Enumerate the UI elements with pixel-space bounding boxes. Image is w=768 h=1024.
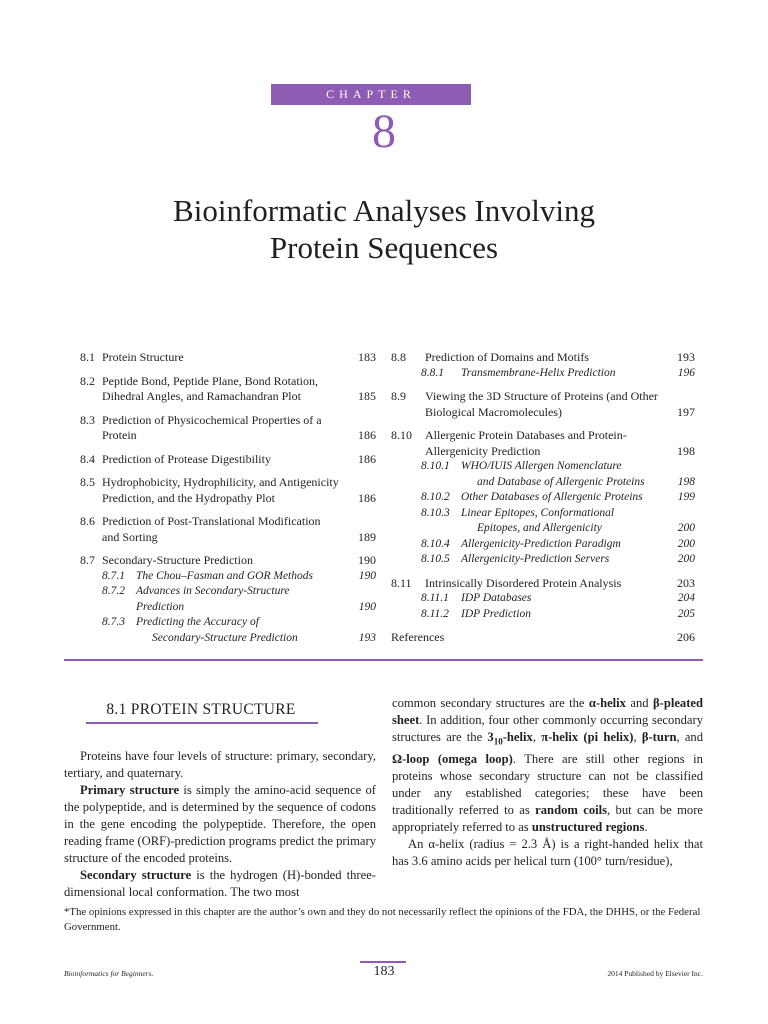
- paragraph: [392, 695, 703, 836]
- term-part: 3: [487, 730, 494, 744]
- toc-subentry[interactable]: [391, 552, 695, 568]
- toc-subentry-text: IDP Databases: [461, 592, 532, 604]
- toc-subentry[interactable]: [80, 569, 376, 585]
- toc-subentry[interactable]: [391, 607, 695, 623]
- toc-entry-number: 8.8: [391, 350, 406, 364]
- toc-right-column: [391, 350, 695, 654]
- paragraph-text: , and: [676, 730, 704, 744]
- toc-entry-number: 8.4: [80, 451, 95, 466]
- toc-subentry-text-cont: and Database of Allergenic Proteins: [477, 475, 645, 488]
- toc-subentry-number: 8.10.2: [421, 491, 450, 503]
- toc-subentry-page: 200: [677, 522, 695, 534]
- paragraph-text: ,: [633, 730, 642, 744]
- toc-subentry-text: Allergenicity-Prediction Servers: [461, 553, 610, 565]
- term: π-helix (pi helix): [541, 730, 634, 744]
- toc-entry-page: 186: [358, 451, 376, 466]
- toc-subentry-number: 8.11.2: [421, 607, 449, 620]
- toc-subentry[interactable]: [391, 506, 695, 537]
- toc-entry-text: Protein Structure: [102, 350, 184, 364]
- toc-subentry-text: Advances in Secondary-Structure Prediction: [136, 585, 290, 613]
- toc-entry[interactable]: [80, 475, 376, 506]
- toc-subentry-text: Allergenicity-Prediction Paradigm: [461, 537, 621, 550]
- toc-subentry-page: 190: [358, 569, 376, 582]
- toc-entry-text: Intrinsically Disordered Protein Analysis: [425, 575, 622, 590]
- toc-entry-text: Peptide Bond, Peptide Plane, Bond Rotation, Dihedral Angles, and Ramachandran Plot: [102, 373, 318, 403]
- toc-subentry-page: 205: [677, 607, 695, 620]
- toc-entry[interactable]: [391, 428, 695, 459]
- toc-entry-page: 186: [358, 428, 376, 442]
- toc-subentry-number: 8.10.5: [421, 553, 450, 565]
- term: Primary structure: [80, 783, 180, 797]
- paragraph-text: , but can be more appropriately referred to as: [392, 802, 703, 834]
- toc-entry-number: 8.2: [80, 373, 95, 388]
- page-number: 183: [373, 964, 395, 979]
- toc-entry-text: Prediction of Domains and Motifs: [425, 350, 589, 364]
- toc-subentry-number: 8.7.1: [102, 569, 125, 582]
- term: random coils: [535, 802, 608, 817]
- toc-subentry-page: 199: [677, 491, 695, 503]
- toc-subentry-text-line: WHO/IUIS Allergen Nomenclature: [461, 460, 622, 472]
- toc-subentry-number: 8.7.2: [102, 585, 125, 597]
- toc-entry-number: 8.9: [391, 389, 406, 403]
- paragraph-text: is the hydrogen (H)-bonded three-dimensional local conformation. The two most: [64, 868, 376, 899]
- toc-subentry-number: 8.8.1: [421, 366, 444, 379]
- toc-subentry-page: 196: [677, 366, 695, 379]
- toc-subentry-text-line: Linear Epitopes, Conformational: [461, 506, 615, 519]
- toc-subentry-text-cont: Secondary-Structure Prediction: [152, 631, 298, 644]
- toc-subentry-text-line: Predicting the Accuracy of: [136, 616, 259, 628]
- toc-subentry-text: The Chou–Fasman and GOR Methods: [136, 569, 313, 582]
- toc-entry[interactable]: [80, 514, 376, 545]
- toc-subentry-page: 193: [358, 631, 376, 644]
- toc-entry-number: 8.11: [391, 575, 412, 590]
- toc-entry-text: Hydrophobicity, Hydrophilicity, and Antigenicity Prediction, and the Hydropathy Plot: [102, 475, 339, 505]
- toc-entry[interactable]: [80, 452, 376, 468]
- toc-entry-references[interactable]: [391, 630, 695, 646]
- toc-entry[interactable]: [80, 413, 376, 444]
- toc-entry[interactable]: [391, 389, 695, 420]
- paragraph-text: common secondary structures are the: [392, 696, 589, 710]
- toc-entry[interactable]: [80, 553, 376, 569]
- toc-entry-page: 197: [677, 404, 695, 419]
- toc-entry-number: 8.10: [391, 428, 412, 442]
- toc-entry-page: 185: [358, 389, 376, 403]
- toc-subentry[interactable]: [391, 490, 695, 506]
- toc-entry-number: 8.6: [80, 514, 95, 528]
- paragraph: [64, 867, 376, 901]
- toc-subentry-number: 8.7.3: [102, 616, 125, 628]
- toc-subentry-page: 190: [358, 600, 376, 613]
- page-number-rule: [360, 961, 406, 963]
- toc-subentry-text: Other Databases of Allergenic Proteins: [461, 491, 643, 503]
- toc-entry[interactable]: [80, 350, 376, 366]
- toc-entry-text: Secondary-Structure Prediction: [102, 553, 253, 567]
- paragraph-text: . In addition, four other commonly occurring secondary structures are the: [392, 713, 703, 744]
- term-subscript: 10: [493, 736, 503, 747]
- toc-entry-text: Prediction of Physicochemical Properties of a Protein: [102, 412, 322, 442]
- toc-entry-page: 206: [677, 630, 695, 644]
- footnote: *The opinions expressed in this chapter are the author’s own and they do not necessarily reflect the opinions of the FDA, the DHHS, or the Federal Government.: [64, 906, 701, 933]
- toc-entry[interactable]: [391, 576, 695, 592]
- toc-entry-page: 186: [358, 490, 376, 505]
- toc-entry[interactable]: [391, 350, 695, 366]
- body-left-column: [64, 736, 376, 901]
- chapter-number: 8: [372, 105, 396, 158]
- toc-entry-text: Viewing the 3D Structure of Proteins (and Other Biological Macromolecules): [425, 389, 658, 419]
- body-right-column: [392, 695, 703, 870]
- chapter-title-line-1: Bioinformatic Analyses Involving: [173, 193, 595, 228]
- toc-entry-page: 189: [358, 529, 376, 544]
- term: Secondary structure: [80, 868, 192, 882]
- toc-entry-text: References: [391, 630, 445, 644]
- toc-subentry[interactable]: [391, 366, 695, 382]
- paragraph: An α-helix (radius = 2.3 Å) is a right-handed helix that has 3.6 amino acids per helical turn (100° turn/residue),: [392, 836, 703, 868]
- toc-subentry-number: 8.11.1: [421, 592, 449, 604]
- term: α-helix: [588, 696, 626, 710]
- toc-divider: [64, 659, 703, 661]
- toc-subentry-text-cont: Epitopes, and Allergenicity: [477, 522, 602, 534]
- paragraph-text: .: [644, 819, 648, 834]
- toc-entry-number: 8.7: [80, 553, 95, 567]
- chapter-title-line-2: Protein Sequences: [269, 230, 499, 265]
- toc-subentry[interactable]: [80, 615, 376, 646]
- footer-copyright: 2014 Published by Elsevier Inc.: [607, 969, 703, 978]
- paragraph: Proteins have four levels of structure: primary, secondary, tertiary, and quaternary.: [64, 749, 376, 780]
- toc-entry-number: 8.1: [80, 350, 95, 364]
- chapter-label-bar: CHAPTER: [271, 84, 471, 105]
- term: β-pleated sheet: [392, 696, 703, 727]
- paragraph: [64, 782, 376, 867]
- paragraph-text: ,: [532, 730, 542, 744]
- term: β-turn: [641, 730, 677, 744]
- section-heading-underline: [86, 722, 318, 724]
- footer-book-title: Bioinformatics for Beginners.: [64, 969, 154, 978]
- toc-entry-text: Allergenic Protein Databases and Protein-Allergenicity Prediction: [425, 428, 627, 458]
- toc-entry-text: Prediction of Protease Digestibility: [102, 451, 271, 466]
- toc-subentry-page: 204: [677, 592, 695, 604]
- toc-entry-number: 8.3: [80, 412, 95, 427]
- toc-entry-page: 203: [677, 575, 695, 590]
- toc-subentry-text: Transmembrane-Helix Prediction: [461, 366, 616, 379]
- toc-subentry-text: IDP Prediction: [461, 607, 531, 620]
- toc-entry-page: 198: [677, 443, 695, 458]
- chapter-title: [0, 192, 768, 266]
- toc-subentry[interactable]: [391, 591, 695, 607]
- toc-entry-page: 190: [358, 553, 376, 567]
- toc-entry-page: 193: [677, 350, 695, 364]
- term: Ω-loop (omega loop): [392, 751, 513, 766]
- toc-entry-number: 8.5: [80, 475, 95, 489]
- toc-subentry-page: 198: [677, 475, 695, 488]
- toc-entry-page: 183: [358, 350, 376, 364]
- toc-subentry-page: 200: [677, 537, 695, 550]
- toc-subentry-number: 8.10.1: [421, 460, 450, 472]
- term-part: -helix: [502, 730, 533, 744]
- paragraph-text: and: [625, 696, 653, 710]
- paragraph-text: . There are still other regions in proteins whose secondary structure can not be classified under any established categories; these have been traditionally referred to as: [392, 751, 703, 817]
- paragraph-text: is simply the amino-acid sequence of the polypeptide, and is determined by the sequence of codons in the gene encoding the polypeptide. Therefore, the open reading frame (ORF)-prediction programs predict the primary structure of the encoded proteins.: [64, 783, 376, 865]
- toc-subentry[interactable]: [391, 537, 695, 553]
- toc-subentry-number: 8.10.4: [421, 537, 450, 550]
- toc-entry-text: Prediction of Post-Translational Modification and Sorting: [102, 514, 321, 544]
- toc-subentry-number: 8.10.3: [421, 506, 450, 519]
- term: unstructured regions: [531, 819, 645, 834]
- toc-subentry[interactable]: [391, 459, 695, 490]
- toc-subentry[interactable]: [80, 584, 376, 615]
- section-heading: 8.1 PROTEIN STRUCTURE: [106, 701, 296, 718]
- toc-entry[interactable]: [80, 374, 376, 405]
- toc-subentry-page: 200: [677, 553, 695, 565]
- term: [487, 730, 533, 747]
- toc-left-column: [80, 350, 376, 646]
